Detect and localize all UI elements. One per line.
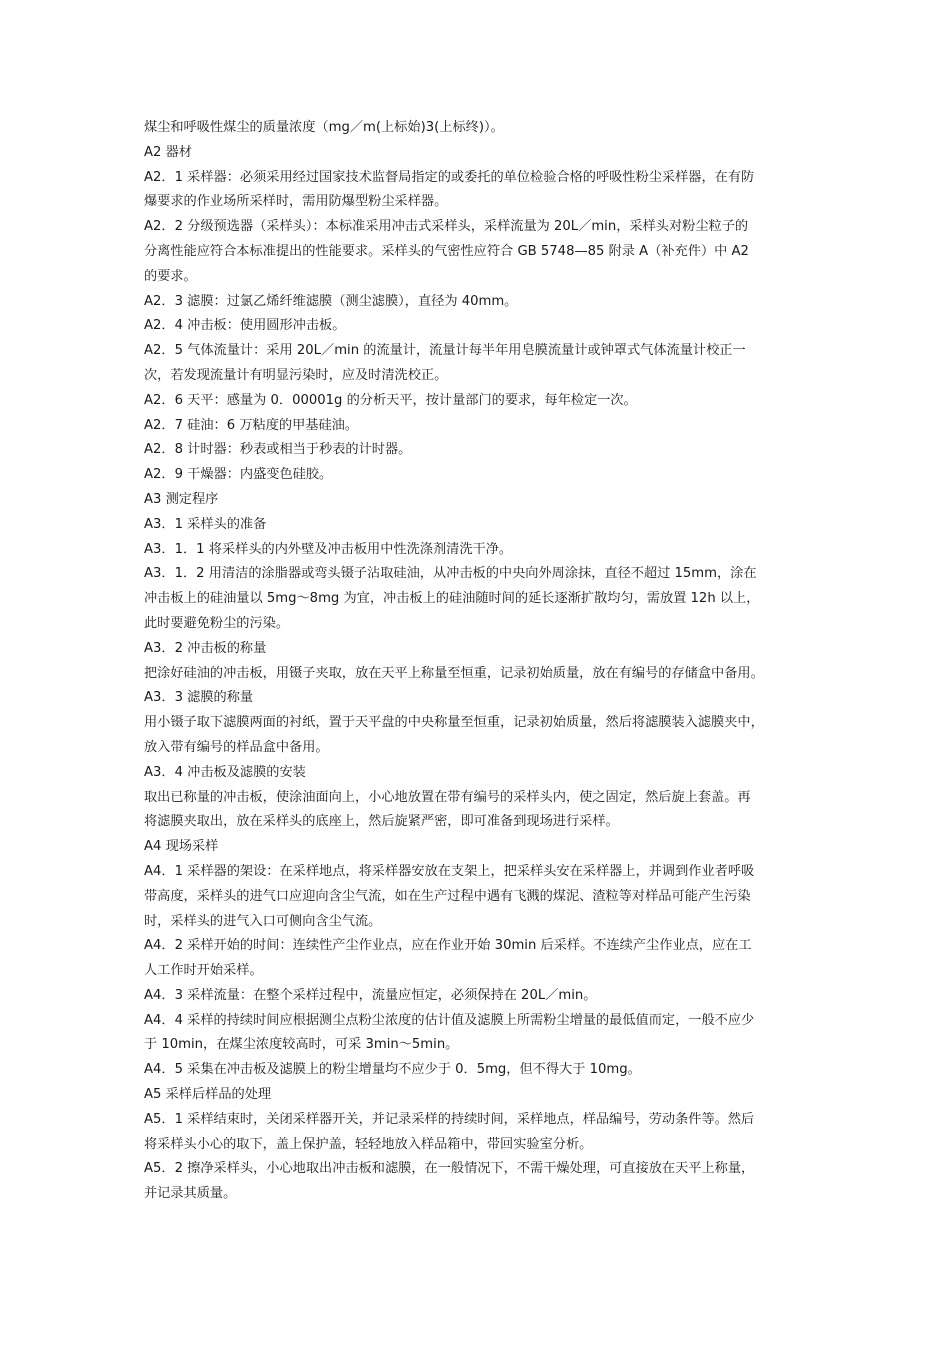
- text-line: A5 采样后样品的处理: [144, 1087, 272, 1103]
- text-line: A5．2 擦净采样头，小心地取出冲击板和滤膜，在一般情况下，不需干燥处理，可直接放在天平上称量，: [144, 1161, 755, 1177]
- text-line: 把涂好硅油的冲击板，用镊子夹取，放在天平上称量至恒重，记录初始质量，放在有编号的存储盒中备用。: [144, 665, 764, 681]
- text-line: A3．1．1 将采样头的内外壁及冲击板用中性洗涤剂清洗干净。: [144, 541, 513, 557]
- text-line: A2．4 冲击板：使用圆形冲击板。: [144, 318, 346, 334]
- text-line: A3．4 冲击板及滤膜的安装: [144, 764, 306, 780]
- text-line: 带高度，采样头的进气口应迎向含尘气流，如在生产过程中遇有飞溅的煤泥、渣粒等对样品可能产生污染: [144, 888, 751, 904]
- text-line: 放入带有编号的样品盒中备用。: [144, 739, 329, 755]
- text-line: A4．2 采样开始的时间：连续性产尘作业点，应在作业开始 30min 后采样。不连续产尘作业点，应在工: [144, 938, 752, 954]
- text-line: 将采样头小心的取下，盖上保护盖，轻轻地放入样品箱中，带回实验室分析。: [144, 1136, 593, 1152]
- text-line: 此时要避免粉尘的污染。: [144, 615, 290, 631]
- text-line: 次，若发现流量计有明显污染时，应及时清洗校正。: [144, 367, 448, 383]
- text-line: 取出已称量的冲击板，使涂油面向上，小心地放置在带有编号的采样头内，使之固定，然后旋上套盖。再: [144, 789, 751, 805]
- text-line: A2．1 采样器：必须采用经过国家技术监督局指定的或委托的单位检验合格的呼吸性粉尘采样器，在有防: [144, 169, 755, 185]
- text-line: A3．1 采样头的准备: [144, 516, 267, 532]
- text-line: 的要求。: [144, 268, 197, 284]
- text-line: A2 器材: [144, 144, 192, 160]
- text-line: A3．3 滤膜的称量: [144, 690, 254, 706]
- text-line: A2．3 滤膜：过氯乙烯纤维滤膜（测尘滤膜），直径为 40mm。: [144, 293, 518, 309]
- text-line: A2．7 硅油：6 万粘度的甲基硅油。: [144, 417, 359, 433]
- text-line: 爆要求的作业场所采样时，需用防爆型粉尘采样器。: [144, 194, 448, 210]
- text-line: A2．8 计时器：秒表或相当于秒表的计时器。: [144, 442, 412, 458]
- text-line: A5．1 采样结束时，关闭采样器开关，并记录采样的持续时间，采样地点，样品编号，劳动条件等。然后: [144, 1111, 755, 1127]
- text-line: A3．1．2 用清洁的涂脂器或弯头镊子沾取硅油，从冲击板的中央向外周涂抹，直径不超过 15mm，涂在: [144, 566, 757, 582]
- text-line: A2．2 分级预选器（采样头）：本标准采用冲击式采样头，采样流量为 20L／min，采样头对粉尘粒子的: [144, 219, 749, 235]
- text-line: 用小镊子取下滤膜两面的衬纸，置于天平盘的中央称量至恒重，记录初始质量，然后将滤膜装入滤膜夹中，: [144, 715, 764, 731]
- text-line: A4．1 采样器的架设：在采样地点，将采样器安放在支架上，把采样头安在采样器上，并调到作业者呼吸: [144, 863, 755, 879]
- text-line: 冲击板上的硅油量以 5mg～8mg 为宜，冲击板上的硅油随时间的延长逐渐扩散均匀，需放置 12h 以上，: [144, 591, 760, 607]
- text-line: 并记录其质量。: [144, 1186, 237, 1202]
- text-line: A4．5 采集在冲击板及滤膜上的粉尘增量均不应少于 0．5mg，但不得大于 10mg。: [144, 1062, 641, 1078]
- text-line: 人工作时开始采样。: [144, 963, 263, 979]
- text-line: A4 现场采样: [144, 839, 219, 855]
- text-line: A2．6 天平：感量为 0．00001g 的分析天平，按计量部门的要求，每年检定一次。: [144, 392, 637, 408]
- text-line: 时，采样头的进气入口可侧向含尘气流。: [144, 913, 382, 929]
- text-line: A2．9 干燥器：内盛变色硅胶。: [144, 467, 333, 483]
- text-line: 将滤膜夹取出，放在采样头的底座上，然后旋紧严密，即可准备到现场进行采样。: [144, 814, 619, 830]
- text-line: A3．2 冲击板的称量: [144, 640, 267, 656]
- text-line: A3 测定程序: [144, 491, 219, 507]
- text-line: A4．3 采样流量：在整个采样过程中，流量应恒定，必须保持在 20L／min。: [144, 987, 597, 1003]
- document-body: [144, 116, 814, 1207]
- text-line: A2．5 气体流量计：采用 20L／min 的流量计，流量计每半年用皂膜流量计或钟罩式气体流量计校正一: [144, 343, 746, 359]
- text-line: 煤尘和呼吸性煤尘的质量浓度（mg／m(上标始)3(上标终)）。: [144, 120, 504, 135]
- text-line: 分离性能应符合本标准提出的性能要求。采样头的气密性应符合 GB 5748—85 附录 A（补充件）中 A2: [144, 243, 749, 259]
- text-line: 于 10min，在煤尘浓度较高时，可采 3min～5min。: [144, 1037, 459, 1053]
- text-line: A4．4 采样的持续时间应根据测尘点粉尘浓度的估计值及滤膜上所需粉尘增量的最低值而定，一般不应少: [144, 1012, 755, 1028]
